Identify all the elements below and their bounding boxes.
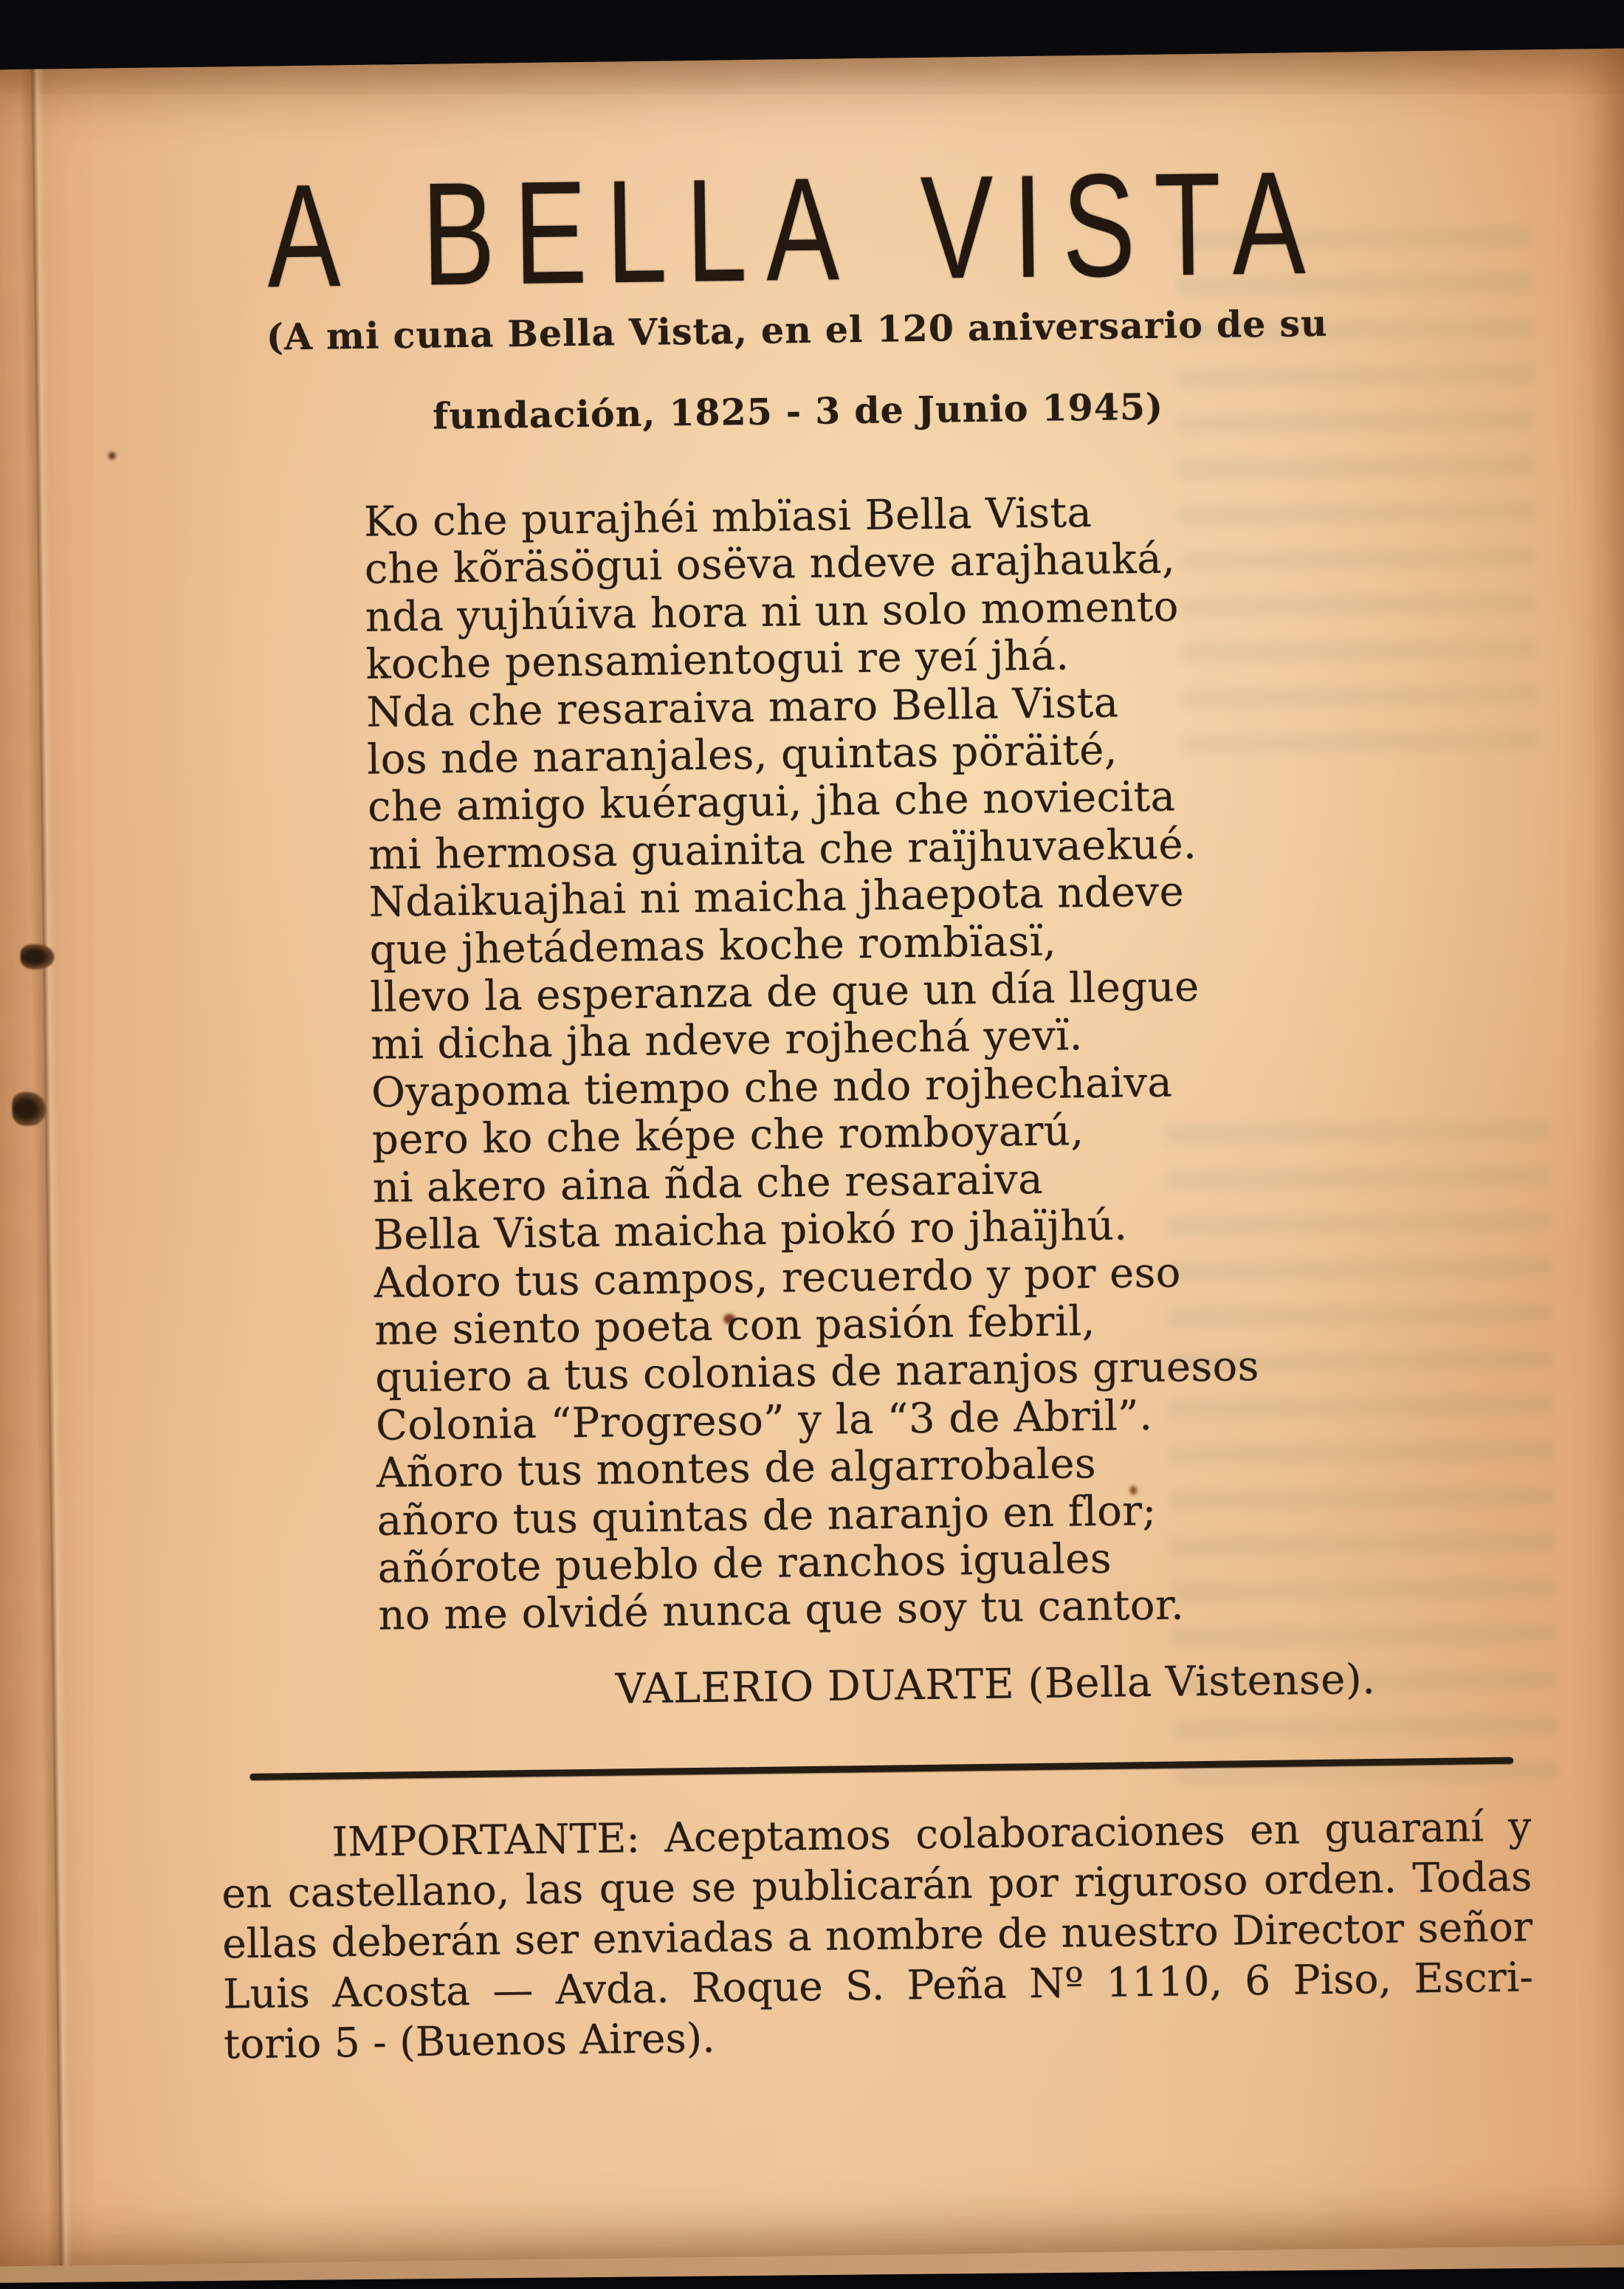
poem-line: me siento poeta con pasión febril, xyxy=(374,1297,1096,1355)
poem-line: Oyapoma tiempo che ndo rojhechaiva xyxy=(371,1058,1173,1117)
notice-line: Luis Acosta — Avda. Roque S. Peña Nº 1110, 6 Piso, Escri- xyxy=(222,1953,1534,2018)
subtitle-line: fundación, 1825 - 3 de Junio 1945) xyxy=(432,385,1164,438)
poem-line: Bella Vista maicha piokó ro jhaïjhú. xyxy=(373,1201,1128,1260)
poem-line: mi hermosa guainita che raïjhuvaekué. xyxy=(368,820,1197,879)
poem-line: no me olvidé nunca que soy tu cantor. xyxy=(378,1581,1185,1641)
poem-line: Ndaikuajhai ni maicha jhaepota ndeve xyxy=(368,868,1185,927)
poem-line: añoro tus quintas de naranjo en flor; xyxy=(376,1486,1157,1545)
poem-line: che amigo kuéragui, jha che noviecita xyxy=(367,772,1176,832)
poem-title: A BELLA VISTA xyxy=(266,141,1326,319)
notice-line: torio 5 - (Buenos Aires). xyxy=(223,2014,716,2068)
poem-line: ni akero aina ñda che resaraiva xyxy=(372,1155,1044,1212)
poem-line: Añoro tus montes de algarrobales xyxy=(376,1440,1097,1497)
poem-line: Colonia “Progreso” y la “3 de Abril”. xyxy=(375,1391,1153,1450)
poem-line: que jhetádemas koche rombïasï, xyxy=(369,917,1057,975)
poem-line: pero ko che képe che romboyarú, xyxy=(371,1107,1084,1165)
poem-line: quiero a tus colonias de naranjos gruesos xyxy=(374,1342,1260,1403)
notice-line: IMPORTANTE: Aceptamos colaboraciones en guaraní y xyxy=(331,1802,1532,1866)
notice-line: ellas deberán ser enviadas a nombre de nuestro Director señor xyxy=(221,1903,1533,1968)
subtitle-line: (A mi cuna Bella Vista, en el 120 aniversario de su xyxy=(266,301,1328,359)
poem-line: nda yujhúiva hora ni un solo momento xyxy=(365,583,1180,642)
poem-line: llevo la esperanza de que un día llegue xyxy=(370,963,1200,1022)
book-page xyxy=(0,48,1624,2266)
poem-line: añórote pueblo de ranchos iguales xyxy=(377,1534,1112,1593)
author-attribution: VALERIO DUARTE (Bella Vistense). xyxy=(615,1655,1376,1714)
poem-body xyxy=(364,484,1486,1640)
poem-line: Ko che purajhéi mbïasi Bella Vista xyxy=(363,488,1093,546)
poem-line: che kõräsögui osëva ndeve arajhauká, xyxy=(364,535,1176,594)
poem-line: koche pensamientogui re yeí jhá. xyxy=(365,631,1070,690)
poem-line: Nda che resaraiva maro Bella Vista xyxy=(366,679,1119,737)
editorial-notice xyxy=(221,1801,1534,2069)
poem-subtitle xyxy=(0,278,1624,463)
poem-line: mi dicha jha ndeve rojhechá yevï. xyxy=(370,1012,1084,1070)
binding-stitch xyxy=(12,1092,47,1127)
binding-stitch xyxy=(21,944,55,970)
notice-line: en castellano, las que se publicarán por riguroso orden. Todas xyxy=(221,1853,1532,1918)
poem-line: Adoro tus campos, recuerdo y por eso xyxy=(374,1248,1182,1308)
poem-line: los nde naranjales, quintas pöräité, xyxy=(366,726,1118,784)
